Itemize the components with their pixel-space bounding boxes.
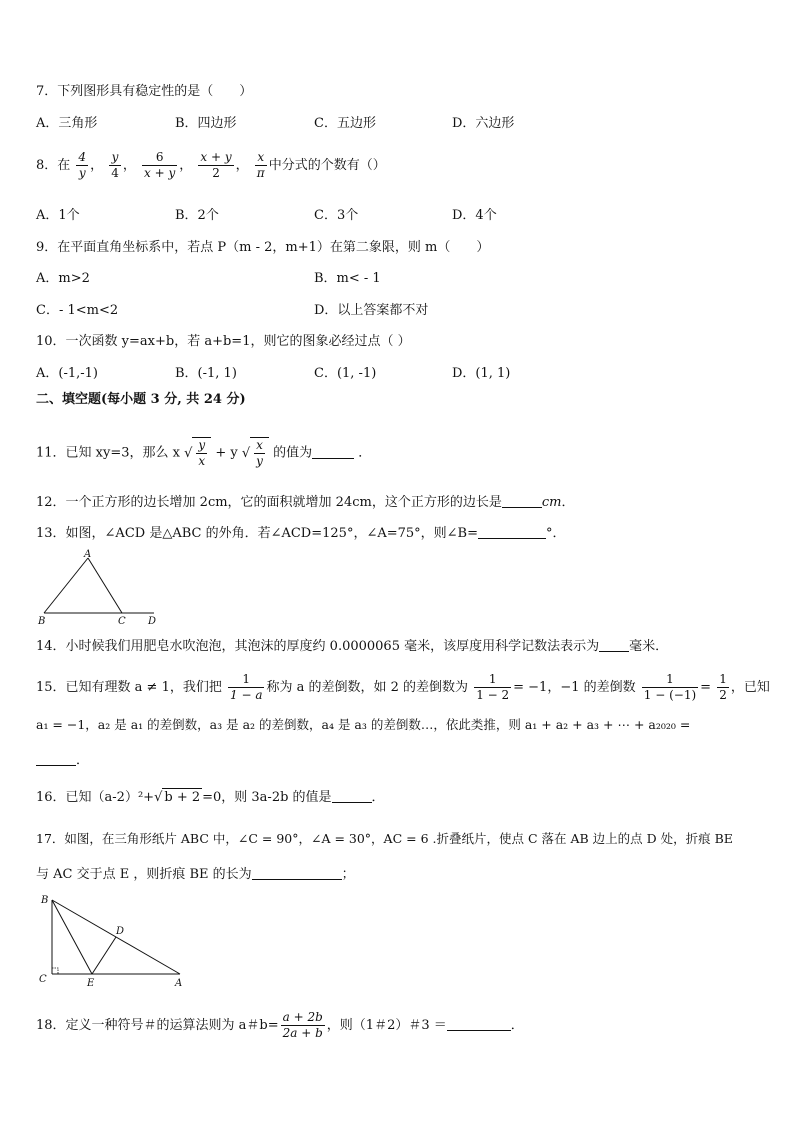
q11-r1-den: x [198, 454, 206, 468]
q7-option-b: B．四边形 [175, 116, 237, 131]
q17-line-ed [92, 937, 116, 974]
q17-line-2 [36, 865, 355, 884]
q15-f4-num: 1 [719, 672, 727, 686]
q8-fraction-2 [109, 150, 121, 181]
q10-option-c: C．(1, -1) [314, 366, 377, 381]
q15-f2-num: 1 [474, 672, 511, 688]
q17-label-b: B [41, 895, 49, 906]
q11-prefix: 11．已知 xy=3，那么 x [36, 445, 180, 461]
q15-f3-num: 1 [642, 672, 698, 688]
q18-end: ． [510, 1018, 524, 1033]
q15-f2-den: 1 − 2 [476, 688, 510, 702]
q8-comma-4: ， [235, 158, 249, 173]
q15-line-1 [36, 672, 770, 703]
q18-f-den: 2a + b [282, 1026, 323, 1040]
q8-suffix: 中分式的个数有（） [268, 158, 386, 173]
q12-answer-blank[interactable] [502, 493, 542, 508]
q16-stem [36, 788, 385, 807]
q15-line-2: a₁ = −1，a₂ 是 a₁ 的差倒数，a₃ 是 a₂ 的差倒数，a₄ 是 a₃ 的差倒数…，依此类推，则 a₁ + a₂ + a₃ + ⋯ + a₂₀₂₀ = [36, 717, 691, 732]
q15-f4-den: 2 [719, 688, 727, 702]
q8-fraction-1 [76, 150, 88, 181]
q18-answer-blank[interactable] [447, 1016, 511, 1031]
q15-p3: = −1，−1 的差倒数 [513, 680, 636, 695]
q8-comma-1: ， [90, 158, 104, 173]
q13-label-d: D [148, 616, 157, 627]
q13-triangle-figure [36, 548, 166, 628]
q7-stem: 7．下列图形具有稳定性的是（ ） [36, 84, 253, 99]
q18-p2: ，则（1＃2）＃3 ＝ [326, 1018, 447, 1033]
q11-stem [36, 437, 371, 469]
q13-stem [36, 524, 566, 543]
q15-answer-blank[interactable] [36, 751, 76, 766]
q8-comma-2: ， [122, 158, 136, 173]
q8-option-d: D．4个 [452, 208, 497, 223]
q8-f5-num: x [255, 150, 267, 166]
q10-option-b: B．(-1, 1) [175, 366, 237, 381]
q11-end: ． [358, 445, 372, 461]
q7-option-d: D．六边形 [452, 116, 515, 131]
q14-text: 14．小时候我们用肥皂水吹泡泡，其泡沫的厚度约 0.0000065 毫米，该厚度用科学记数法表示为 [36, 639, 600, 654]
q17-answer-blank[interactable] [252, 865, 342, 880]
q17-right-angle-mark [52, 968, 58, 974]
q16-p2: =0，则 3a-2b 的值是 [202, 790, 332, 805]
q13-text: 13．如图，∠ACD 是△ABC 的外角．若∠ACD=125°，∠A=75°，则∠B= [36, 526, 478, 541]
q10-option-a: A．(-1,-1) [36, 366, 98, 381]
q13-label-c: C [118, 616, 126, 627]
q16-p1: 16．已知（a-2）²+ [36, 790, 155, 805]
q10-stem: 10．一次函数 y=ax+b，若 a+b=1，则它的图象必经过点（ ） [36, 334, 411, 349]
q16-answer-blank[interactable] [332, 788, 372, 803]
q15-fraction-4 [717, 672, 729, 703]
q8-f2-num: y [109, 150, 121, 166]
q15-p1: 15．已知有理数 a ≠ 1，我们把 [36, 680, 222, 695]
q17-triangle-figure [36, 890, 196, 990]
q12-stem [36, 493, 574, 512]
q14-end: 毫米． [629, 639, 669, 654]
q8-prefix: 8．在 [36, 158, 71, 173]
q17-label-e: E [87, 978, 95, 989]
q15-p2: 称为 a 的差倒数，如 2 的差倒数为 [266, 680, 469, 695]
q17-label-a: A [175, 978, 183, 989]
q12-end: ． [561, 495, 575, 510]
q11-suffix: 的值为 [273, 445, 313, 461]
q18-stem [36, 1010, 524, 1041]
q8-f2-den: 4 [111, 166, 119, 180]
q8-f1-den: y [78, 166, 86, 180]
q13-line-ba [44, 558, 88, 613]
q15-f1-den: 1 − a [230, 688, 263, 702]
q10-option-d: D．(1, 1) [452, 366, 511, 381]
q9-option-d: D．以上答案都不对 [314, 303, 429, 318]
q8-comma-3: ， [179, 158, 193, 173]
q15-f3-den: 1 − (−1) [643, 688, 697, 702]
q13-line-ac [88, 558, 122, 613]
q8-f3-den: x + y [144, 166, 176, 180]
q18-fraction [281, 1010, 325, 1041]
q7-option-c: C．五边形 [314, 116, 376, 131]
q9-option-c: C．- 1<m<2 [36, 303, 119, 318]
q11-answer-blank[interactable] [312, 444, 354, 459]
section-2-title: 二、填空题(每小题 3 分, 共 24 分) [36, 392, 246, 407]
q8-f1-num: 4 [78, 150, 87, 164]
q8-option-b: B．2个 [175, 208, 219, 223]
q16-radicand: b + 2 [164, 790, 201, 805]
q13-label-b: B [38, 616, 46, 627]
q18-f-num: a + 2b [282, 1010, 323, 1024]
q9-option-b: B．m< - 1 [314, 271, 381, 286]
q15-f1-num: 1 [228, 672, 264, 688]
q12-text: 12．一个正方形的边长增加 2cm，它的面积就增加 24cm，这个正方形的边长是 [36, 495, 502, 510]
q11-sqrt-1: √ $\frac{y}{x}$ [184, 437, 211, 469]
q15-p4: = [700, 680, 712, 695]
q18-p1: 18．定义一种符号＃的运算法则为 a＃b= [36, 1018, 279, 1033]
q11-plus: + y [215, 445, 238, 461]
q15-p5: ，已知 [730, 680, 770, 695]
q17-label-c: C [39, 974, 47, 985]
q17-line-1: 17．如图，在三角形纸片 ABC 中，∠C = 90°，∠A = 30°，AC = 6 .折叠纸片，使点 C 落在 AB 边上的点 D 处，折痕 BE [36, 831, 733, 846]
q8-option-a: A．1个 [36, 208, 80, 223]
q15-fraction-1 [228, 672, 264, 703]
q9-stem: 9．在平面直角坐标系中，若点 P（m - 2，m+1）在第二象限，则 m（ ） [36, 240, 490, 255]
q17-end: ； [341, 867, 355, 882]
q15-fraction-3 [642, 672, 698, 703]
q8-option-c: C．3个 [314, 208, 359, 223]
q17-line-2-text: 与 AC 交于点 E ，则折痕 BE 的长为 [36, 867, 252, 882]
q16-end: ． [371, 790, 385, 805]
q11-r2-num: x [256, 438, 263, 452]
q11-sqrt-2: √ $\frac{x}{y}$ [242, 437, 269, 469]
q8-f5-den: π [256, 166, 265, 180]
q13-end: °． [546, 526, 566, 541]
q17-label-d: D [116, 926, 125, 937]
q8-fraction-5 [255, 150, 267, 181]
q15-end: ． [76, 753, 90, 768]
q14-answer-blank[interactable] [599, 637, 629, 652]
q16-sqrt: √ b + 2 [154, 790, 201, 805]
q8-stem [36, 150, 386, 181]
q8-f3-num: 6 [142, 150, 177, 166]
q13-label-a: A [84, 549, 92, 560]
q9-option-a: A．m>2 [36, 271, 90, 286]
q11-r2-den: y [256, 454, 263, 468]
q13-answer-blank[interactable] [478, 524, 546, 539]
q7-option-a: A．三角形 [36, 116, 98, 131]
q15-line-3 [36, 751, 89, 770]
q11-r1-num: y [198, 438, 206, 452]
q15-fraction-2 [474, 672, 511, 703]
q12-unit: cm [541, 495, 562, 510]
q8-fraction-4 [198, 150, 233, 181]
q8-fraction-3 [142, 150, 177, 181]
q8-f4-num: x + y [200, 150, 232, 164]
q14-stem [36, 637, 668, 656]
q8-f4-den: 2 [212, 166, 220, 180]
